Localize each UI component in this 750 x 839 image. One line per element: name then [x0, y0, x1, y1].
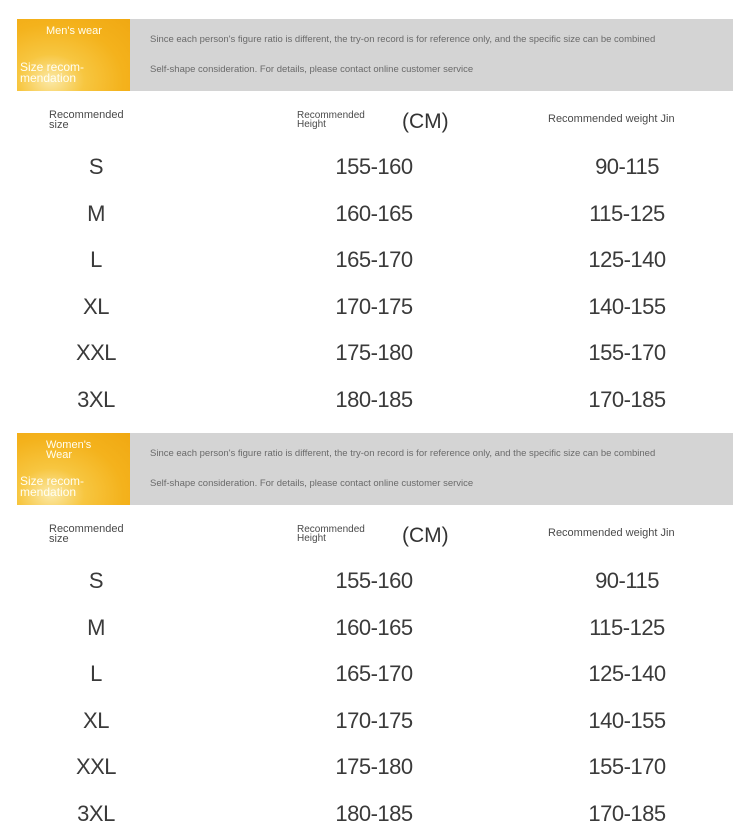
weight-cell: 90-115 — [595, 568, 659, 593]
mens-size-table — [0, 144, 750, 424]
table-row — [0, 605, 750, 652]
size-cell: XXL — [75, 754, 117, 780]
header-size: Recommended size — [49, 523, 124, 545]
weight-cell: 125-140 — [588, 661, 666, 687]
size-cell: L — [90, 247, 102, 273]
table-row — [0, 330, 750, 377]
header-height: Recommended Height — [297, 110, 365, 130]
size-cell: M — [87, 200, 105, 226]
weight-cell: 90-115 — [595, 154, 659, 179]
height-cell: 170-175 — [335, 707, 413, 733]
disclaimer-line-1: Since each person's figure ratio is different, the try-on record is for reference only, and the specific size can be combined — [150, 448, 656, 459]
disclaimer-line-1: Since each person's figure ratio is different, the try-on record is for reference only, and the specific size can be combined — [150, 34, 656, 45]
table-row — [0, 377, 750, 424]
table-row — [0, 191, 750, 238]
disclaimer-line-2: Self-shape consideration. For details, please contact online customer service — [150, 64, 474, 75]
table-row — [0, 791, 750, 838]
table-row — [0, 558, 750, 605]
size-cell: 3XL — [77, 800, 115, 826]
disclaimer — [150, 34, 655, 94]
weight-cell: 140-155 — [588, 293, 666, 319]
weight-cell: 170-185 — [588, 800, 666, 826]
badge-title: Women's Wear — [46, 439, 92, 461]
size-cell: S — [88, 154, 104, 179]
badge-subtitle: Size recom- mendation — [20, 60, 85, 85]
size-cell: XL — [83, 293, 109, 319]
header-height: Recommended Height — [297, 524, 365, 544]
height-cell: 160-165 — [335, 200, 413, 226]
header-unit: (CM) — [402, 110, 449, 133]
womens-size-table — [0, 558, 750, 838]
height-cell: 155-160 — [335, 154, 413, 179]
womens-badge — [17, 433, 130, 505]
height-cell: 165-170 — [335, 661, 413, 687]
womens-banner — [17, 433, 733, 505]
header-weight: Recommended weight Jin — [548, 527, 675, 539]
size-cell: S — [88, 568, 104, 593]
weight-cell: 170-185 — [588, 386, 666, 412]
table-row — [0, 744, 750, 791]
size-cell: XXL — [75, 340, 117, 366]
weight-cell: 115-125 — [589, 614, 665, 640]
height-cell: 170-175 — [335, 293, 413, 319]
badge-title: Men's wear — [46, 25, 102, 37]
table-row — [0, 144, 750, 191]
size-cell: 3XL — [77, 386, 115, 412]
badge-subtitle: Size recom- mendation — [20, 474, 85, 499]
header-unit: (CM) — [402, 524, 449, 547]
table-row — [0, 651, 750, 698]
size-cell: M — [87, 614, 105, 640]
height-cell: 165-170 — [335, 247, 413, 273]
height-cell: 180-185 — [335, 386, 413, 412]
weight-cell: 155-170 — [588, 754, 666, 780]
height-cell: 160-165 — [335, 614, 413, 640]
header-weight: Recommended weight Jin — [548, 113, 675, 125]
weight-cell: 125-140 — [588, 247, 666, 273]
table-row — [0, 698, 750, 745]
mens-banner — [17, 19, 733, 91]
height-cell: 175-180 — [335, 340, 413, 366]
table-row — [0, 237, 750, 284]
height-cell: 175-180 — [335, 754, 413, 780]
size-cell: XL — [83, 707, 109, 733]
table-row — [0, 284, 750, 331]
height-cell: 155-160 — [335, 568, 413, 593]
size-cell: L — [90, 661, 102, 687]
weight-cell: 140-155 — [588, 707, 666, 733]
weight-cell: 155-170 — [588, 340, 666, 366]
disclaimer-line-2: Self-shape consideration. For details, please contact online customer service — [150, 478, 474, 489]
header-size: Recommended size — [49, 109, 124, 131]
height-cell: 180-185 — [335, 800, 413, 826]
mens-badge — [17, 19, 130, 91]
weight-cell: 115-125 — [589, 200, 665, 226]
disclaimer — [150, 448, 655, 508]
